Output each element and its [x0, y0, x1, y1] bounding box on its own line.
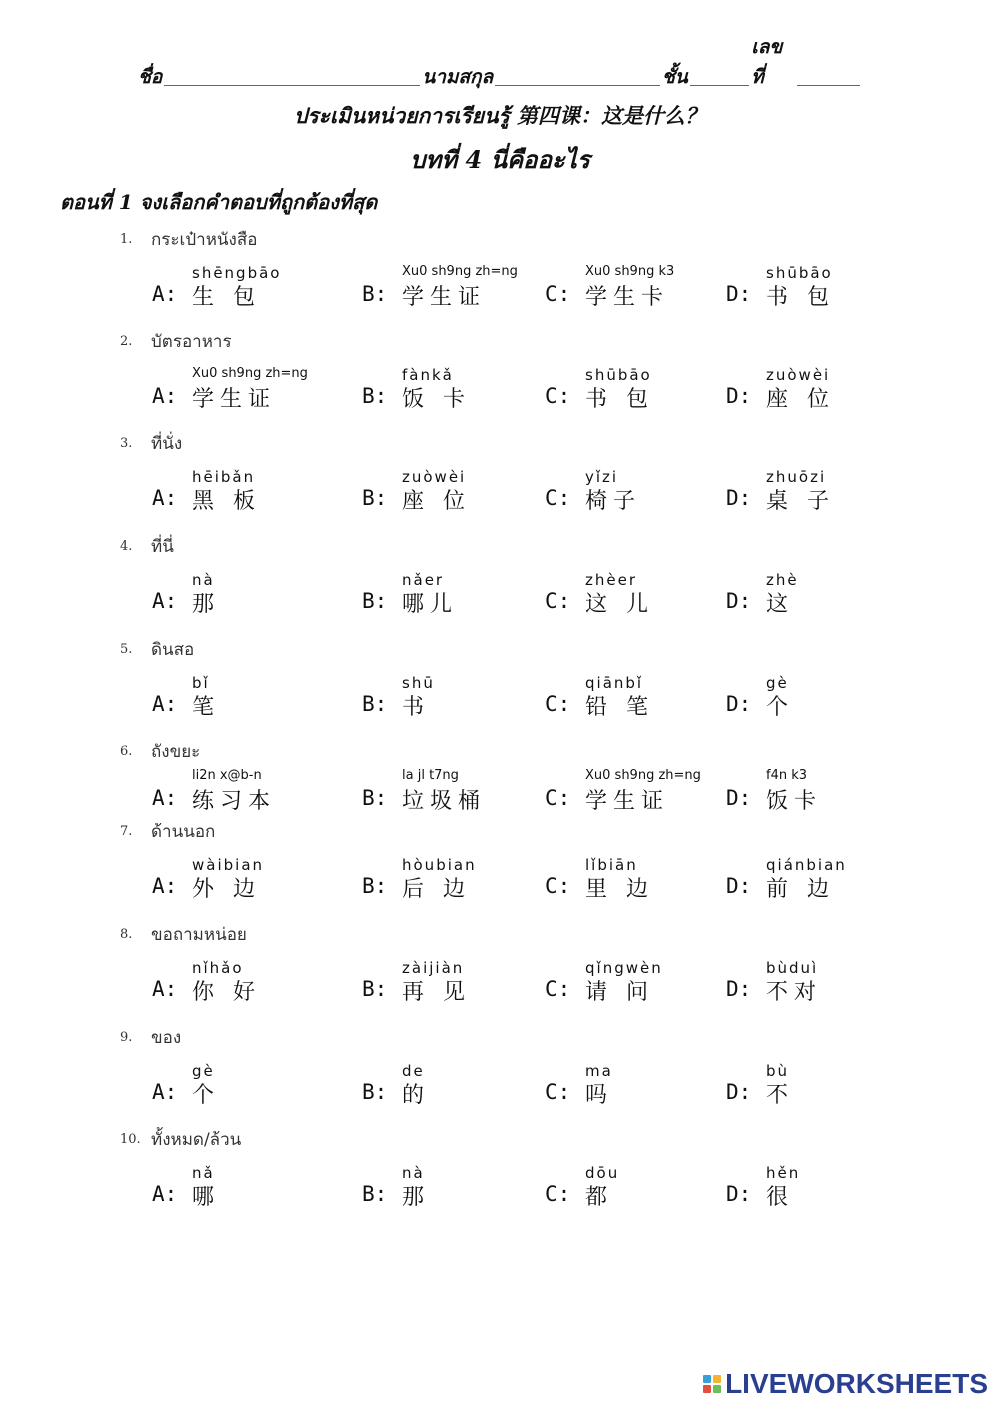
option-letter: B:: [362, 977, 388, 1001]
class-label: ชั้น: [661, 66, 688, 88]
option-pinyin: Xu0 sh9ng zh=ng: [585, 768, 701, 783]
option-letter: C:: [545, 786, 571, 810]
option-pinyin: yǐzi: [585, 468, 619, 486]
option-letter: A:: [152, 589, 178, 613]
class-blank[interactable]: [690, 83, 750, 86]
option-hanzi: 座 位: [402, 489, 471, 514]
question-prompt: ของ: [151, 1028, 182, 1048]
option-letter: D:: [726, 977, 752, 1001]
option-letter: B:: [362, 384, 388, 408]
option-hanzi: 椅子: [585, 489, 642, 514]
option-pinyin: dōu: [585, 1164, 620, 1182]
option-pinyin: ma: [585, 1062, 613, 1080]
option-letter: D:: [726, 692, 752, 716]
question-number: 10.: [120, 1132, 141, 1147]
question-9: [0, 1024, 1000, 1124]
option-letter: A:: [152, 692, 178, 716]
option-pinyin: qiānbǐ: [585, 674, 644, 692]
option-pinyin: nǎer: [402, 571, 445, 589]
option-letter: C:: [545, 282, 571, 306]
option-pinyin: li2n x@b-n: [192, 768, 262, 783]
option-hanzi: 都: [585, 1185, 614, 1210]
option-pinyin: shēngbāo: [192, 264, 282, 282]
question-number: 6.: [120, 744, 133, 759]
question-number: 7.: [120, 824, 133, 839]
option-letter: C:: [545, 486, 571, 510]
option-pinyin: shū: [402, 674, 435, 692]
option-pinyin: hēibǎn: [192, 468, 256, 486]
option-pinyin: Xu0 sh9ng zh=ng: [192, 366, 308, 381]
option-hanzi: 饭卡: [766, 789, 823, 814]
option-letter: D:: [726, 1182, 752, 1206]
option-letter: C:: [545, 384, 571, 408]
name-label: ชื่อ: [138, 66, 163, 88]
option-pinyin: nǎ: [192, 1164, 215, 1182]
option-letter: C:: [545, 692, 571, 716]
option-hanzi: 这 儿: [585, 592, 654, 617]
option-hanzi: 再 见: [402, 980, 471, 1005]
option-pinyin: bù: [766, 1062, 790, 1080]
question-prompt: กระเป๋าหนังสือ: [151, 230, 258, 250]
option-pinyin: bǐ: [192, 674, 210, 692]
option-hanzi: 座 位: [766, 387, 835, 412]
option-letter: A:: [152, 874, 178, 898]
option-letter: C:: [545, 874, 571, 898]
question-number: 1.: [120, 232, 133, 247]
option-hanzi: 里 边: [585, 877, 654, 902]
option-pinyin: qǐngwèn: [585, 959, 663, 977]
student-info-line: [138, 36, 862, 92]
question-prompt: ด้านนอก: [151, 822, 216, 842]
surname-blank[interactable]: [495, 83, 660, 86]
question-5: [0, 636, 1000, 736]
option-letter: C:: [545, 1080, 571, 1104]
option-letter: A:: [152, 1080, 178, 1104]
option-letter: B:: [362, 692, 388, 716]
option-hanzi: 请 问: [585, 980, 654, 1005]
option-letter: B:: [362, 874, 388, 898]
option-letter: B:: [362, 486, 388, 510]
option-hanzi: 你 好: [192, 980, 261, 1005]
option-pinyin: Xu0 sh9ng k3: [585, 264, 675, 279]
question-prompt: ที่นั่ง: [151, 434, 183, 454]
option-hanzi: 吗: [585, 1083, 614, 1108]
option-pinyin: zhè: [766, 571, 799, 589]
option-hanzi: 很: [766, 1185, 795, 1210]
option-letter: D:: [726, 282, 752, 306]
question-number: 3.: [120, 436, 133, 451]
option-letter: A:: [152, 282, 178, 306]
option-pinyin: Xu0 sh9ng zh=ng: [402, 264, 518, 279]
question-prompt: ถังขยะ: [151, 742, 201, 762]
question-prompt: บัตรอาหาร: [151, 332, 232, 352]
option-letter: A:: [152, 384, 178, 408]
option-pinyin: shūbāo: [585, 366, 652, 384]
option-hanzi: 学生证: [192, 387, 277, 412]
question-3: [0, 430, 1000, 530]
number-blank[interactable]: [797, 83, 860, 86]
option-hanzi: 垃圾桶: [402, 789, 487, 814]
option-hanzi: 学生卡: [585, 285, 670, 310]
option-hanzi: 不: [766, 1083, 795, 1108]
option-letter: B:: [362, 786, 388, 810]
option-hanzi: 前 边: [766, 877, 835, 902]
option-hanzi: 黑 板: [192, 489, 261, 514]
question-8: [0, 921, 1000, 1021]
question-prompt: ดินสอ: [151, 640, 195, 660]
option-hanzi: 个: [192, 1083, 221, 1108]
option-pinyin: nà: [192, 571, 215, 589]
question-10: [0, 1126, 1000, 1226]
option-hanzi: 外 边: [192, 877, 261, 902]
option-pinyin: hòubian: [402, 856, 477, 874]
option-letter: B:: [362, 282, 388, 306]
brand-logo-icon: [703, 1375, 721, 1393]
surname-label: นามสกุล: [422, 66, 494, 88]
option-pinyin: zhèer: [585, 571, 638, 589]
option-pinyin: lǐbiān: [585, 856, 638, 874]
option-pinyin: gè: [192, 1062, 215, 1080]
option-hanzi: 桌 子: [766, 489, 835, 514]
option-hanzi: 铅 笔: [585, 695, 654, 720]
option-pinyin: la jl t7ng: [402, 768, 459, 783]
number-label: เลขที่: [751, 36, 783, 88]
option-hanzi: 饭 卡: [402, 387, 471, 412]
question-7: [0, 818, 1000, 918]
option-letter: D:: [726, 384, 752, 408]
option-letter: D:: [726, 1080, 752, 1104]
option-letter: D:: [726, 589, 752, 613]
option-letter: D:: [726, 874, 752, 898]
option-letter: C:: [545, 1182, 571, 1206]
option-letter: A:: [152, 786, 178, 810]
option-pinyin: hěn: [766, 1164, 801, 1182]
option-pinyin: shūbāo: [766, 264, 833, 282]
option-letter: D:: [726, 786, 752, 810]
option-letter: B:: [362, 1080, 388, 1104]
question-number: 4.: [120, 539, 133, 554]
question-prompt: ทั้งหมด/ล้วน: [151, 1130, 242, 1150]
option-pinyin: zuòwèi: [402, 468, 467, 486]
option-letter: A:: [152, 977, 178, 1001]
option-hanzi: 哪儿: [402, 592, 459, 617]
option-hanzi: 那: [192, 592, 221, 617]
option-pinyin: gè: [766, 674, 789, 692]
worksheet-subtitle: บทที่ 4 นี่คืออะไร: [410, 145, 590, 174]
option-hanzi: 后 边: [402, 877, 471, 902]
option-hanzi: 生 包: [192, 285, 261, 310]
name-blank[interactable]: [164, 83, 420, 86]
option-letter: C:: [545, 589, 571, 613]
option-hanzi: 个: [766, 695, 795, 720]
option-hanzi: 的: [402, 1083, 431, 1108]
option-hanzi: 学生证: [585, 789, 670, 814]
section-heading: ตอนที่ 1 จงเลือกคำตอบที่ถูกต้องที่สุด: [60, 190, 378, 214]
worksheet-title: ประเมินหน่วยการเรียนรู้ 第四课：这是什么？: [293, 103, 707, 128]
option-hanzi: 哪: [192, 1185, 221, 1210]
option-letter: D:: [726, 486, 752, 510]
question-number: 9.: [120, 1030, 133, 1045]
option-hanzi: 这: [766, 592, 795, 617]
option-pinyin: bùduì: [766, 959, 819, 977]
option-hanzi: 书 包: [585, 387, 654, 412]
question-number: 8.: [120, 927, 133, 942]
option-letter: C:: [545, 977, 571, 1001]
option-pinyin: zàijiàn: [402, 959, 465, 977]
option-hanzi: 练习本: [192, 789, 277, 814]
option-letter: B:: [362, 1182, 388, 1206]
option-hanzi: 那: [402, 1185, 431, 1210]
question-4: [0, 533, 1000, 633]
option-pinyin: nà: [402, 1164, 425, 1182]
option-letter: A:: [152, 486, 178, 510]
question-number: 5.: [120, 642, 133, 657]
option-pinyin: qiánbian: [766, 856, 847, 874]
option-letter: B:: [362, 589, 388, 613]
option-pinyin: zuòwèi: [766, 366, 831, 384]
option-pinyin: fànkǎ: [402, 366, 454, 384]
option-hanzi: 书: [402, 695, 431, 720]
question-number: 2.: [120, 334, 133, 349]
question-prompt: ที่นี่: [151, 537, 174, 557]
option-pinyin: wàibian: [192, 856, 265, 874]
option-pinyin: f4n k3: [766, 768, 808, 783]
option-pinyin: nǐhǎo: [192, 959, 244, 977]
option-hanzi: 笔: [192, 695, 221, 720]
question-1: [0, 226, 1000, 326]
option-pinyin: de: [402, 1062, 425, 1080]
option-hanzi: 学生证: [402, 285, 487, 310]
question-prompt: ขอถามหน่อย: [151, 925, 247, 945]
option-hanzi: 不对: [766, 980, 823, 1005]
question-2: [0, 328, 1000, 428]
liveworksheets-brand: [703, 1368, 988, 1400]
option-letter: A:: [152, 1182, 178, 1206]
option-hanzi: 书 包: [766, 285, 835, 310]
brand-text: LIVEWORKSHEETS: [725, 1368, 988, 1399]
option-pinyin: zhuōzi: [766, 468, 827, 486]
